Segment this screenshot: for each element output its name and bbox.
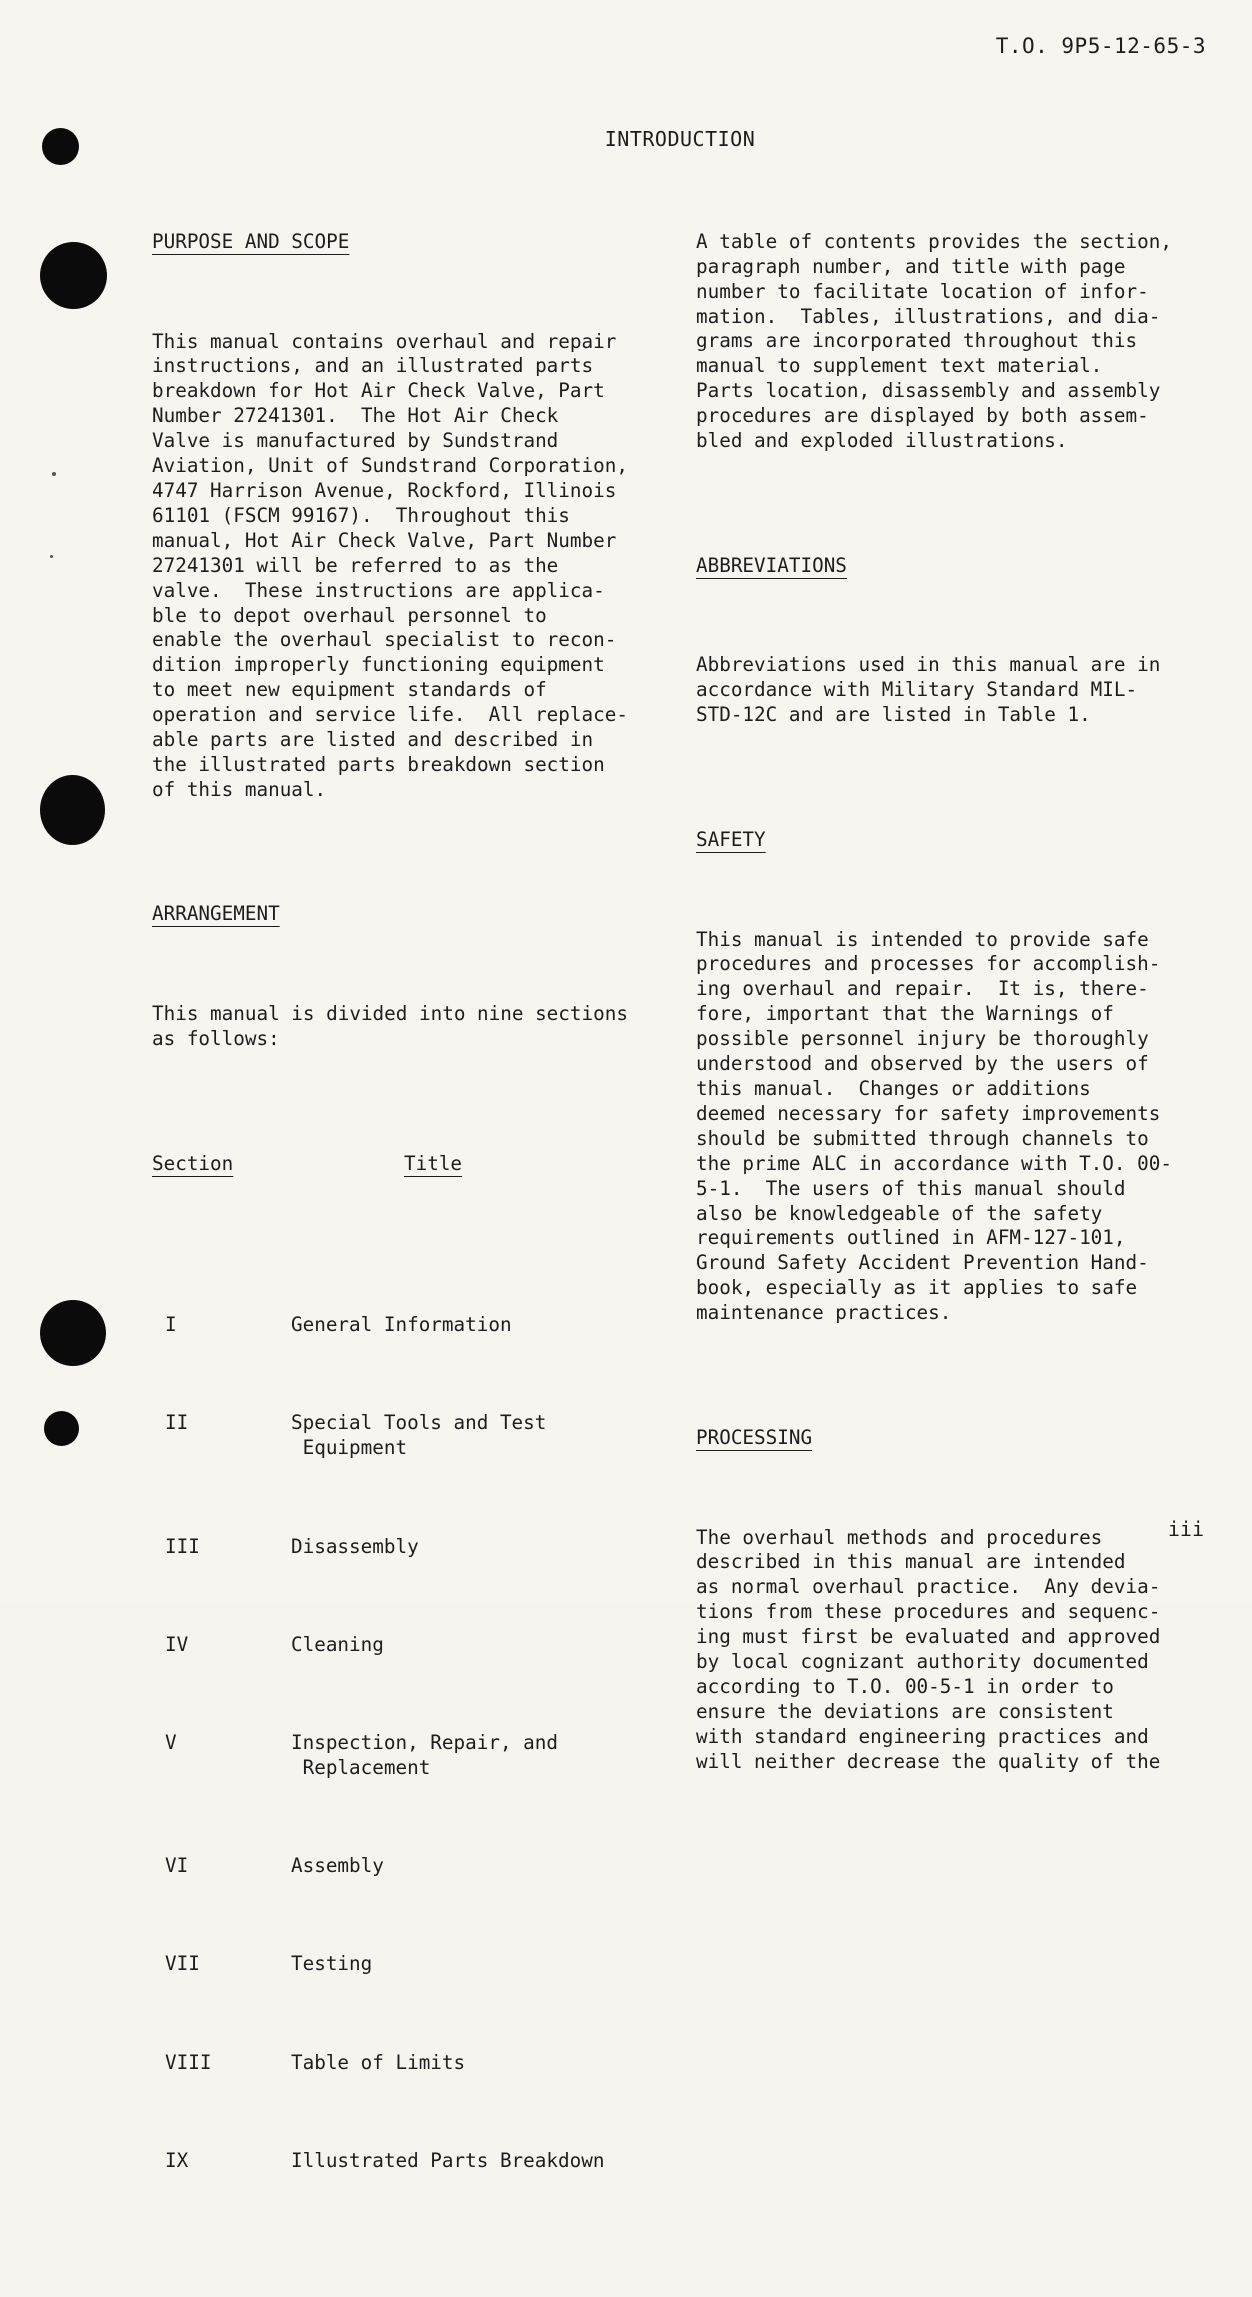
section-row (152, 1952, 672, 1977)
section-row (152, 2051, 672, 2076)
safety-text: This manual is intended to provide safe procedures and processes for accomplish- ing overhaul and repair. It is, there- fore, important that the Warnings of possible personnel injury be thoroughly understood and observed by the users of this manual. Changes or additions deemed necessary for safety improvements should be submitted through channels to the prime ALC in accordance with T.O. 00- 5-1. The users of this manual should also be knowledgeable of the safety requirements outlined in AFM-127-101, Ground Safety Accident Prevention Hand- book, especially as it applies to safe maintenance practices. (696, 927, 1172, 1325)
section-title: Special Tools and Test Equipment (291, 1411, 547, 1460)
page-number: iii (1167, 1517, 1204, 1541)
sections-list (152, 1263, 672, 2247)
punch-hole-4 (40, 1300, 106, 1366)
purpose-text: This manual contains overhaul and repair instructions, and an illustrated parts breakdown for Hot Air Check Valve, Part Number 27241301. The Hot Air Check Valve is manufactured by Sundstrand Aviation, Unit of Sundstrand Corporation, 4747 Harrison Avenue, Rockford, Illinois 61101 (FSCM 99167). Throughout this manual, Hot Air Check Valve, Part Number 27241301 will be referred to as the valve. These instructions are applica- ble to depot overhaul personnel to enable the overhaul specialist to recon- dition improperly functioning equipment to meet new equipment standards of operation and service life. All replace- able parts are listed and described in the illustrated parts breakdown section of this manual. (152, 329, 628, 801)
left-column (152, 180, 672, 2297)
document-number: T.O. 9P5-12-65-3 (995, 34, 1206, 58)
punch-hole-3 (40, 775, 105, 845)
section-number: II (165, 1411, 189, 1435)
right-column (696, 180, 1216, 1849)
section-row (152, 1535, 672, 1560)
section-title: Testing (291, 1952, 373, 1976)
processing-text: The overhaul methods and procedures described in this manual are intended as normal overhaul practice. Any devia- tions from these procedures and sequenc- ing must first be evaluated and approved by local cognizant authority documented according to T.O. 00-5-1 in order to ensure the deviations are consistent with standard engineering practices and will neither decrease the quality of the (696, 1525, 1161, 1773)
section-number: IX (165, 2148, 189, 2172)
punch-hole-5 (44, 1411, 79, 1446)
section-number: IV (165, 1632, 189, 1656)
punch-hole-2 (40, 242, 107, 309)
section-number: V (165, 1731, 177, 1755)
speck-2 (50, 555, 53, 558)
section-title: Illustrated Parts Breakdown (291, 2148, 605, 2172)
section-title: Assembly (291, 1854, 384, 1878)
section-number: III (165, 1534, 200, 1558)
column-header-section: Section (152, 1151, 234, 1175)
arrangement-text: This manual is divided into nine sections as follows: (152, 1002, 628, 1051)
purpose-heading: PURPOSE AND SCOPE (152, 229, 350, 253)
section-title: Table of Limits (291, 2050, 466, 2074)
section-row (152, 1731, 672, 1781)
section-number: VII (165, 1952, 200, 1976)
section-number: I (165, 1313, 177, 1337)
abbreviations-text: Abbreviations used in this manual are in accordance with Military Standard MIL- STD-12C and are listed in Table 1. (696, 653, 1161, 727)
safety-heading: SAFETY (696, 827, 766, 851)
section-title: Disassembly (291, 1534, 419, 1558)
section-number: VIII (165, 2050, 212, 2074)
section-row (152, 1313, 672, 1338)
section-title: Cleaning (291, 1632, 384, 1656)
section-row (152, 1411, 672, 1461)
arrangement-heading: ARRANGEMENT (152, 902, 280, 926)
abbreviations-heading: ABBREVIATIONS (696, 553, 847, 577)
section-title: Inspection, Repair, and Replacement (291, 1731, 558, 1779)
sections-table-header (152, 1152, 672, 1177)
speck-1 (52, 472, 56, 476)
section-title: General Information (291, 1313, 512, 1337)
page-title: INTRODUCTION (604, 127, 756, 151)
section-number: VI (165, 1854, 189, 1878)
toc-text: A table of contents provides the section, paragraph number, and title with page number to facilitate location of infor- mation. Tables, illustrations, and dia- grams are incorporated throughout this manual to supplement text material. Parts location, disassembly and assembly procedures are displayed by both assem- bled and exploded illustrations. (696, 229, 1172, 453)
section-row (152, 1633, 672, 1658)
processing-heading: PROCESSING (696, 1425, 813, 1449)
section-row (152, 2149, 672, 2174)
column-header-title: Title (404, 1151, 463, 1175)
section-row (152, 1854, 672, 1879)
